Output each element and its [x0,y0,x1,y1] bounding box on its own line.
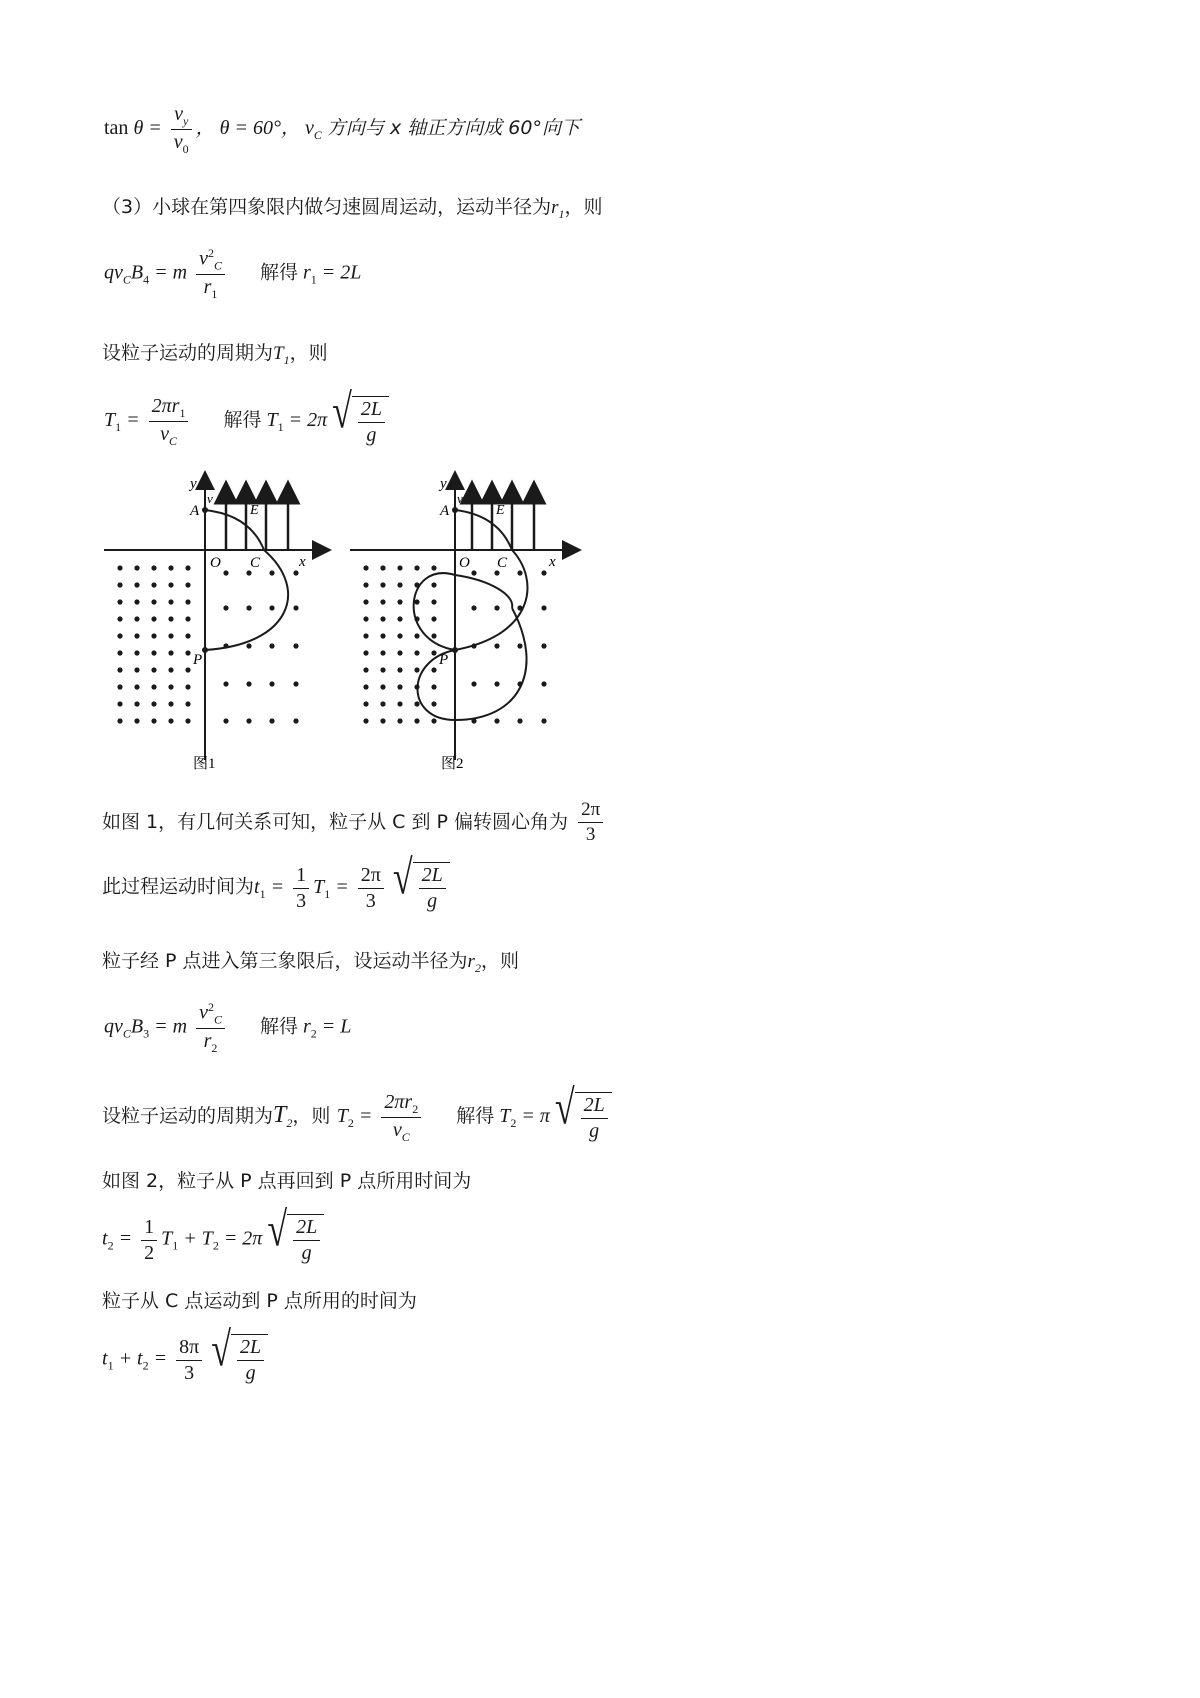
frac-num-sub: 2 [412,1102,419,1116]
qv-term: qv [104,261,123,284]
sqrt-2L-over-g: √ $\frac{2L}{g}$ [555,1092,612,1144]
T1-sub: 1 [172,1238,179,1253]
x-axis-label: x [299,554,306,570]
angle-fraction [578,798,603,847]
result-sub: 2 [310,1026,317,1041]
rad-num: 2L [293,1215,320,1241]
qv-term: qv [104,1015,123,1038]
rad-den: g [245,1362,256,1384]
r1-symbol: r [551,197,559,218]
frac-num-sub: y [182,114,189,128]
t-symbol: t [254,875,260,898]
result-sub: 2 [510,1116,517,1131]
frac-sup: 2 [207,246,214,260]
point-c-label: C [497,555,508,571]
r2-sub: 2 [474,960,481,975]
field-e-label: E [496,503,505,518]
frac-num: 2πr [151,395,180,417]
frac-den: 3 [365,889,376,912]
t-sub: 2 [107,1238,114,1253]
text-third-quadrant [102,946,519,976]
equals-m: = m [154,261,188,284]
T2-sub: 2 [286,1116,293,1131]
origin-label: O [210,555,221,571]
result-sub: 1 [310,272,317,287]
angle-text: 如图 1，有几何关系可知，粒子从 C 到 P 偏转圆心角为 [102,810,569,833]
rad-den: g [427,890,438,912]
t1-symbol: T [273,343,284,364]
equation-t2 [102,1202,324,1266]
t2-sub: 2 [142,1358,149,1373]
frac-den: v [160,423,169,445]
sqrt-2L-over-g: √ $\frac{2L}{g}$ [332,396,389,448]
T-symbol: T [336,1105,348,1128]
point-a-label: A [190,503,200,519]
one-half [141,1215,157,1266]
frac-den: 2 [144,1241,155,1264]
frac-den: r [203,275,212,298]
vc-symbol: v [305,117,314,140]
x-axis-label: x [549,554,556,570]
period-text: 设粒子运动的周期为 [102,1105,274,1128]
T-sub: 1 [324,886,331,901]
t1-symbol: t [102,1347,108,1370]
frac-den: r [203,1029,212,1052]
b-term: B [130,1015,144,1038]
direction-text: 方向与 x 轴正方向成 60°向下 [326,117,580,140]
v0-label: v [207,491,213,506]
y-axis-label: y [190,476,197,492]
frac-num: 2πr [384,1091,413,1113]
period-text: 设粒子运动的周期为 [102,342,274,364]
b-sub: 4 [143,272,150,287]
return-text: 如图 2，粒子从 P 点再回到 P 点所用时间为 [102,1170,472,1192]
comma: ， [195,117,215,140]
t1-sub: 1 [107,1358,114,1373]
frac-num: 8π [176,1335,202,1361]
equals: = [358,1105,373,1128]
v0-label: v [457,491,463,506]
T-sub: 1 [115,420,122,435]
vc2-over-r2 [196,1000,225,1056]
point-a-label: A [440,503,450,519]
equation-T1 [104,383,389,449]
frac-den: 3 [184,1361,195,1384]
sqrt-2L-over-g: √ $\frac{2L}{g}$ [211,1334,268,1386]
one-third [293,863,309,914]
result-symbol: T [499,1105,511,1128]
figure-1 [104,476,322,772]
T2-sub: 2 [212,1238,219,1253]
frac-num: 2π [358,863,384,889]
frac-num-sub: C [213,258,222,273]
solve-text: 解得 [223,409,262,432]
frac-den-sub: 1 [211,286,218,301]
T-symbol: T [313,875,325,898]
figure-2-caption: 图2 [441,756,464,772]
frac-den: 3 [585,823,596,845]
rad-num: 2L [358,397,385,423]
total-text: 粒子从 C 点运动到 P 点所用的时间为 [102,1290,417,1312]
t1-sub: 1 [283,352,290,367]
rad-num: 2L [581,1093,608,1119]
text-total-time [102,1286,417,1313]
sqrt-2L-over-g: √ $\frac{2L}{g}$ [393,862,450,914]
rad-den: g [301,1242,312,1264]
tan-fn: tan [104,117,129,140]
trajectory-figures [0,470,1200,850]
equation-r2 [104,1000,351,1056]
frac-num: 1 [293,863,309,889]
equals: = [126,409,140,432]
frac-den-sub: C [401,1130,410,1144]
frac-den-sub: 2 [211,1040,218,1055]
time-text: 此过程运动时间为 [102,875,255,898]
frac-num: v [199,1001,208,1024]
result-value: = 2L [321,261,362,284]
then-text: ，则 [564,196,603,218]
origin-label: O [459,555,470,571]
then-text: ，则 [292,1105,331,1128]
T-symbol: T [104,409,116,432]
2pir1-over-vc [149,394,189,449]
result-value: = π [521,1105,550,1128]
2pir2-over-vc [381,1090,421,1145]
eight-pi-third [176,1335,202,1386]
r2-symbol: r [467,951,475,972]
frac-num: v [174,103,183,125]
frac-den: v [173,131,183,153]
frac-num: v [199,247,208,270]
result-sub: 1 [277,420,284,435]
equals: = [270,875,285,898]
plus-t2: + t [118,1347,143,1370]
then-text: ，则 [289,342,328,364]
T1-symbol: T [161,1227,173,1250]
figure-2 [350,476,572,772]
solve-text: 解得 [259,1015,298,1038]
frac-den: 3 [296,889,307,912]
text-return-time [102,1166,471,1193]
rad-den: g [366,423,377,446]
y-axis-label: y [440,476,447,492]
frac-sup: 2 [207,1000,214,1014]
point-c-label: C [250,555,261,571]
frac-den: v [392,1119,402,1141]
frac-den-sub: 0 [182,142,189,156]
text-central-angle [102,798,607,847]
rad-num: 2L [237,1335,264,1361]
vy-over-v0 [171,102,192,157]
text-period [102,338,328,368]
quadrant-text: 粒子经 P 点进入第三象限后，设运动半径为 [102,950,468,972]
text-part3 [102,192,603,222]
result-value: = 2π [288,409,328,432]
equals-m: = m [154,1015,188,1038]
equals: = [118,1227,133,1250]
figure-1-caption: 图1 [193,756,216,772]
result-symbol: T [266,409,278,432]
c-sub: C [122,272,131,287]
equation-total [102,1322,268,1386]
field-e-label: E [250,503,259,518]
t-symbol: t [102,1227,108,1250]
frac-num: 1 [141,1215,157,1241]
equation-T2 [102,1079,612,1145]
T2-symbol: T [273,1102,287,1129]
b-term: B [130,261,144,284]
result-value: = 2π [223,1227,263,1250]
rad-num: 2L [419,863,446,889]
r1-sub: 1 [558,206,565,221]
equation-t1 [102,850,450,914]
plus-T2: + T [183,1227,213,1250]
then-text: ，则 [480,950,519,972]
rad-den: g [589,1119,600,1142]
frac-num-sub: C [213,1012,222,1027]
equals: = [335,875,349,898]
two-pi-third [358,863,384,914]
result-value: = L [321,1015,352,1038]
equation-r1 [104,246,361,302]
point-p-label: P [193,652,203,668]
c-sub: C [122,1026,131,1041]
sqrt-2L-over-g: √ $\frac{2L}{g}$ [267,1214,324,1266]
result-symbol: r [303,261,311,284]
result-symbol: r [303,1015,311,1038]
T-sub: 2 [347,1116,354,1131]
part3-text: （3）小球在第四象限内做匀速圆周运动，运动半径为 [102,196,552,218]
equation-tan-theta: tan θ = $\frac{v_y}{v_0}$ ， θ = 60°， $v_C$ 方向与 x 轴正方向成 60°向下 [104,103,580,156]
comma: ， [281,117,301,140]
frac-den-sub: C [168,434,177,448]
vc-sub: C [313,128,322,143]
frac-num-sub: 1 [179,406,186,420]
t-sub: 1 [259,886,266,901]
point-p-label: P [439,652,449,668]
solve-text: 解得 [259,261,298,284]
frac-num: 2π [578,798,603,823]
theta-value: θ = 60° [219,117,281,140]
b-sub: 3 [143,1026,150,1041]
theta-symbol: θ [133,117,144,140]
solve-text: 解得 [456,1105,495,1128]
equals: = [153,1347,168,1370]
vc2-over-r1 [196,246,225,302]
